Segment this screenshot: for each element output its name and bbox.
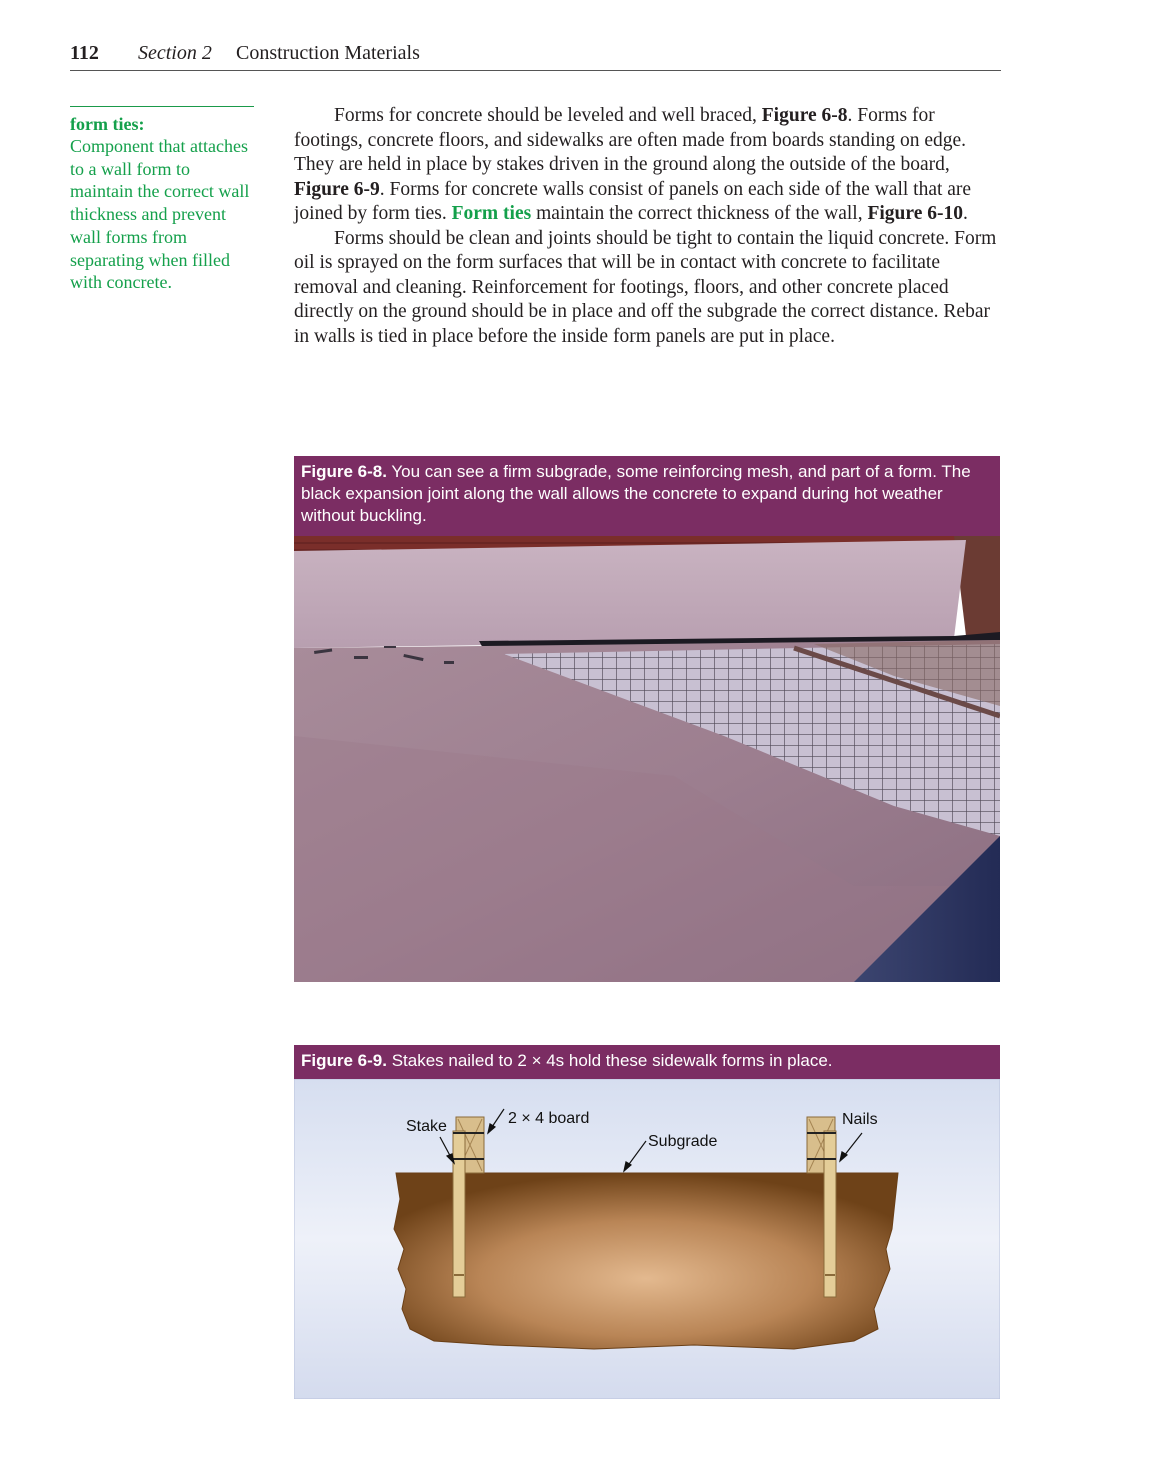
section-label: Section 2 [138,42,212,64]
paragraph-2: Forms should be clean and joints should be tight to contain the liquid concrete. Form oil is sprayed on the form surfaces that will be in contact with concrete to facilitate removal and cleaning. Reinforcement for footings, floors, and other concrete placed directly on the ground should be in place and off the subgrade the correct distance. Rebar in walls is tied in place before the inside form panels are put in place. [294,227,997,347]
figure-reference: Figure 6-9 [294,178,380,200]
label-nails: Nails [842,1111,878,1128]
figure-reference: Figure 6-8 [761,105,848,126]
glossary-term: form ties: [70,114,145,134]
figure-label: Figure 6-9. [301,1051,387,1070]
label-board: 2 × 4 board [508,1110,590,1127]
figure-6-9 [294,1045,1000,1399]
stake-left [453,1131,465,1297]
figure-caption-text: Stakes nailed to 2 × 4s hold these sidewalk forms in place. [391,1051,833,1070]
running-header [70,42,1001,71]
subgrade-soil [394,1173,898,1349]
figure-caption [294,1045,1000,1079]
figure-reference: Figure 6-10 [867,203,963,224]
text-run: . [962,203,968,224]
text-run: . Forms for footings, concrete floors, and sidewalks are often made from boards standing on edge. They are held in place by stakes driven in the ground along the outside of the board, [294,105,967,175]
body-text [294,104,1006,349]
stake-right [824,1131,836,1297]
page-number: 112 [70,42,99,64]
text-run: Forms for concrete should be leveled and well braced, [334,105,762,126]
label-stake: Stake [406,1118,447,1135]
glossary-definition: Component that attaches to a wall form to maintain the correct wall thickness and prevent wall forms from separating when filled with concrete. [70,136,250,293]
sidewalk-form-diagram [294,1079,1000,1399]
label-subgrade: Subgrade [648,1133,718,1150]
margin-glossary-note [70,106,254,294]
concrete-forms-photo [294,536,1000,982]
chapter-title: Construction Materials [236,42,420,64]
text-run: maintain the correct thickness of the wall, [531,203,868,224]
key-term: Form ties [451,203,532,224]
figure-label: Figure 6-8. [301,462,387,481]
figure-caption [294,456,1000,536]
paragraph-1 [294,104,1006,227]
figure-6-8 [294,456,1000,982]
figure-caption-text: You can see a firm subgrade, some reinforcing mesh, and part of a form. The black expansion joint along the wall allows the concrete to expand during hot weather without buckling. [301,462,971,525]
text-run: . Forms for concrete walls consist of panels on each side of the wall that are joined by form ties. [294,178,972,224]
